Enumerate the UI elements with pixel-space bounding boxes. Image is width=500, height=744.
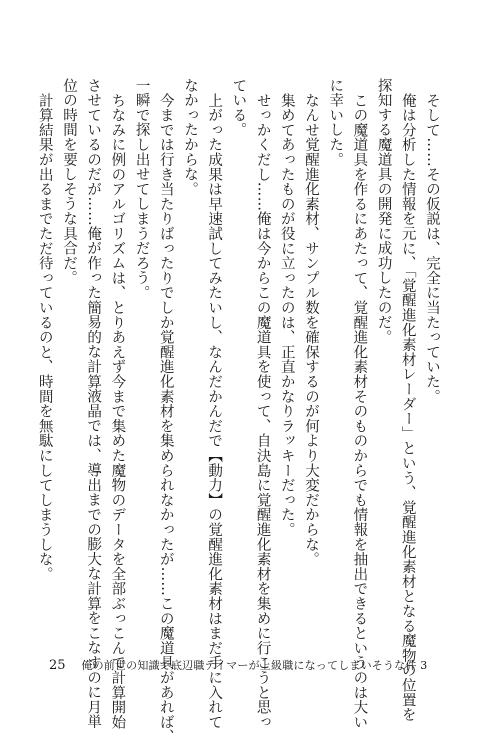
page-footer (49, 657, 428, 674)
text-line: ている。 (230, 78, 247, 138)
text-line: 探知する魔道具の開発に成功したのだ。 (375, 78, 392, 345)
text-line: に幸いした。 (327, 78, 344, 167)
text-line: させているのだが……俺が作った簡易的な計算液晶では、導出までの膨大な計算をこなすのに月単 (85, 78, 102, 730)
text-line: 集めてあったものが役に立ったのは、正直かなりラッキーだった。 (278, 92, 295, 537)
text-line: 上がった成果は早速試してみたいし、なんだかんだで【動力】の覚醒進化素材はまだ手に入れて (206, 92, 223, 729)
text-line: せっかくだし……俺は今からこの魔道具を使って、自決島に覚醒進化素材を集めに行こうと思っ (254, 92, 271, 729)
text-line: この魔道具を作るにあたって、覚醒進化素材そのものからでも情報を抽出できるというのは大い (351, 92, 368, 729)
text-line: 俺は分析した情報を元に、「覚醒進化素材レーダー」という、覚醒進化素材となる魔物の位置を (399, 92, 416, 722)
page-number: 25 (49, 658, 66, 673)
text-line: そして……その仮説は、完全に当たっていた。 (424, 92, 440, 404)
book-title: 俺の前世の知識で底辺職テイマーが上級職になってしまいそうな件 3 (81, 659, 428, 672)
text-line: なんせ覚醒進化素材、サンプル数を確保するのが何より大変だからな。 (302, 92, 319, 567)
text-line: なかったからな。 (181, 78, 198, 197)
text-line: 一瞬で探し出せてしまうだろう。 (133, 78, 150, 300)
text-line: 今までは行き当たりばったりでしか覚醒進化素材を集められなかったが……この魔道具があれば、 (157, 92, 174, 744)
text-line: 計算結果が出るまでただ待っているのと、時間を無駄にしてしまうしな。 (36, 92, 53, 581)
text-line: ちなみに例のアルゴリズムは、とりあえず今まで集めた魔物のデータを全部ぶっこんで計算開始 (109, 92, 126, 729)
text-line: 位の時間を要しそうな具合だ。 (60, 78, 77, 286)
